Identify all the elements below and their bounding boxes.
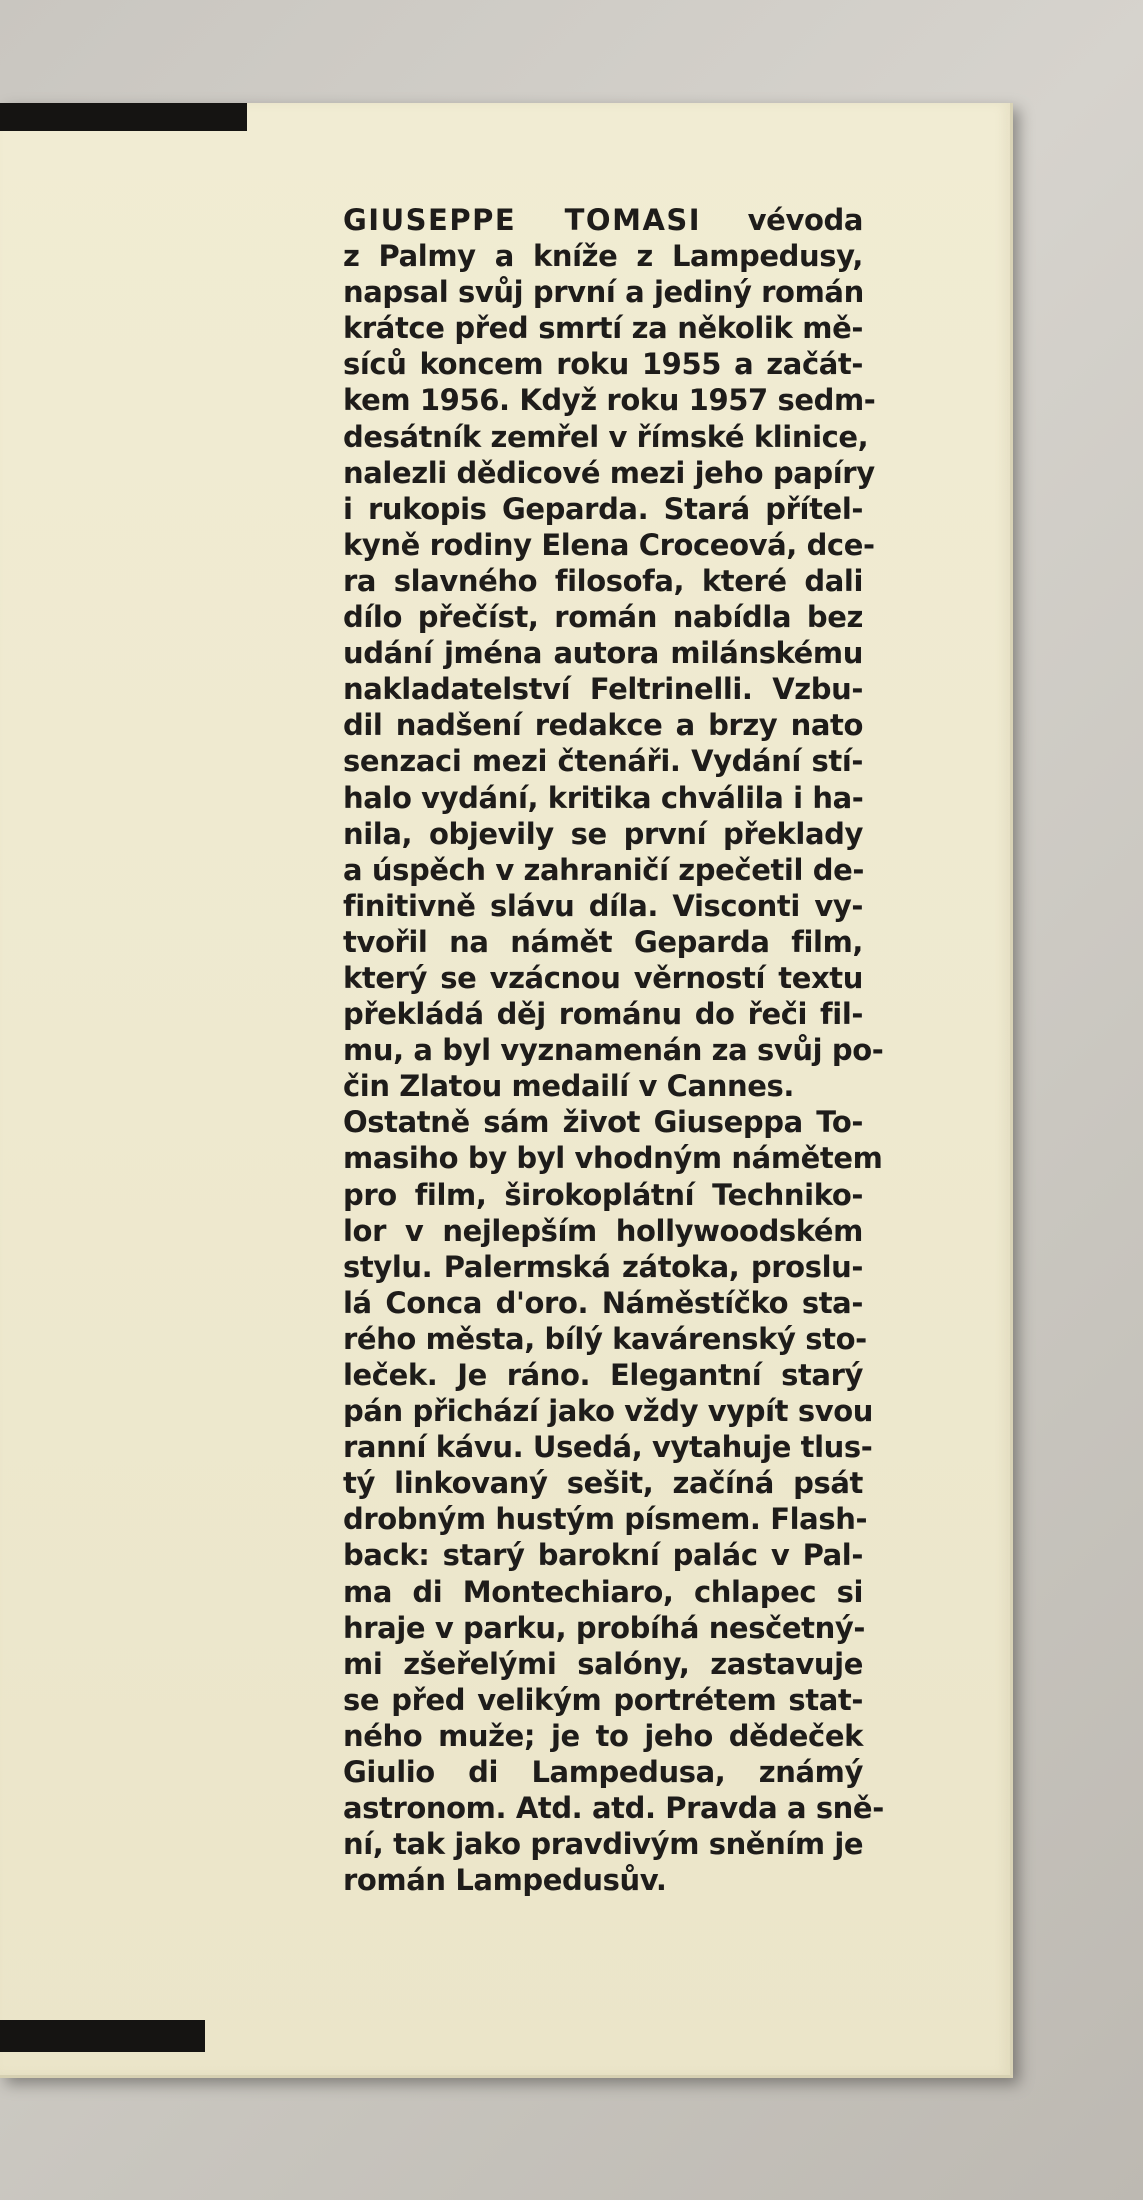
blurb-line: ranní kávu. Usedá, vytahuje tlus- [343, 1430, 873, 1465]
bottom-black-bar [0, 2020, 205, 2052]
blurb-line: pán přichází jako vždy vypít svou [343, 1394, 873, 1429]
blurb-line: astronom. Atd. atd. Pravda a sně- [343, 1791, 884, 1826]
blurb-line: Giulio di Lampedusa, známý [343, 1755, 863, 1790]
blurb-line: ní, tak jako pravdivým sněním je [343, 1827, 864, 1862]
blurb-line: čin Zlatou medailí v Cannes. [343, 1069, 794, 1104]
blurb-line: dil nadšení redakce a brzy nato [343, 708, 863, 743]
blurb-line: který se vzácnou věrností textu [343, 960, 863, 995]
blurb-line: ra slavného filosofa, které dali [343, 563, 863, 598]
blurb-line: krátce před smrtí za několik mě- [343, 311, 863, 346]
blurb-line: tvořil na námět Geparda film, [343, 924, 863, 959]
blurb-line: nakladatelství Feltrinelli. Vzbu- [343, 672, 863, 707]
blurb-line: nila, objevily se první překlady [343, 816, 863, 851]
blurb-line: pro film, širokoplátní Techniko- [343, 1177, 863, 1212]
blurb-line-1 [343, 202, 863, 238]
blurb-line: lor v nejlepším hollywoodském [343, 1213, 863, 1248]
blurb-line: desátník zemřel v římské klinice, [343, 419, 869, 454]
blurb-line: rého města, bílý kavárenský sto- [343, 1321, 867, 1356]
blurb-line: dílo přečíst, román nabídla bez [343, 600, 863, 635]
blurb-line: stylu. Palermská zátoka, proslu- [343, 1249, 863, 1284]
blurb-line: senzaci mezi čtenáři. Vydání stí- [343, 744, 863, 779]
blurb-line: halo vydání, kritika chválila i ha- [343, 780, 864, 815]
blurb-line: a úspěch v zahraničí zpečetil de- [343, 852, 864, 887]
blurb-line: masiho by byl vhodným námětem [343, 1141, 883, 1176]
blurb-line-1-rest: vévoda [701, 203, 864, 237]
blurb-line: drobným hustým písmem. Flash- [343, 1502, 868, 1537]
blurb-line: Ostatně sám život Giuseppa To- [343, 1105, 863, 1140]
blurb-line: leček. Je ráno. Elegantní starý [343, 1358, 863, 1392]
book-blurb [343, 202, 884, 1898]
blurb-line: kyně rodiny Elena Croceová, dce- [343, 527, 875, 562]
blurb-line: ného muže; je to jeho dědeček [343, 1718, 863, 1753]
blurb-line: nalezli dědicové mezi jeho papíry [343, 455, 875, 490]
blurb-line: mu, a byl vyznamenán za svůj po- [343, 1033, 884, 1068]
blurb-line: lá Conca d'oro. Náměstíčko sta- [343, 1285, 863, 1320]
author-name: GIUSEPPE TOMASI [343, 203, 702, 237]
blurb-line: překládá děj románu do řeči fil- [343, 997, 863, 1032]
blurb-line: tý linkovaný sešit, začíná psát [343, 1466, 863, 1501]
blurb-line: román Lampedusův. [343, 1863, 667, 1898]
blurb-line: ma di Montechiaro, chlapec si [343, 1574, 863, 1609]
blurb-line: finitivně slávu díla. Visconti vy- [343, 888, 863, 923]
blurb-line: udání jména autora milánskému [343, 636, 863, 671]
blurb-line: back: starý barokní palác v Pal- [343, 1538, 863, 1573]
blurb-line: se před velikým portrétem stat- [343, 1682, 863, 1717]
top-black-bar [0, 103, 247, 131]
blurb-line: síců koncem roku 1955 a začát- [343, 347, 863, 382]
blurb-line: i rukopis Geparda. Stará přítel- [343, 491, 863, 526]
blurb-line: mi zšeřelými salóny, zastavuje [343, 1646, 863, 1681]
blurb-line: z Palmy a kníže z Lampedusy, [343, 239, 863, 274]
blurb-line: napsal svůj první a jediný román [343, 275, 864, 310]
blurb-line: hraje v parku, probíhá nesčetný- [343, 1610, 865, 1645]
blurb-line: kem 1956. Když roku 1957 sedm- [343, 383, 876, 418]
